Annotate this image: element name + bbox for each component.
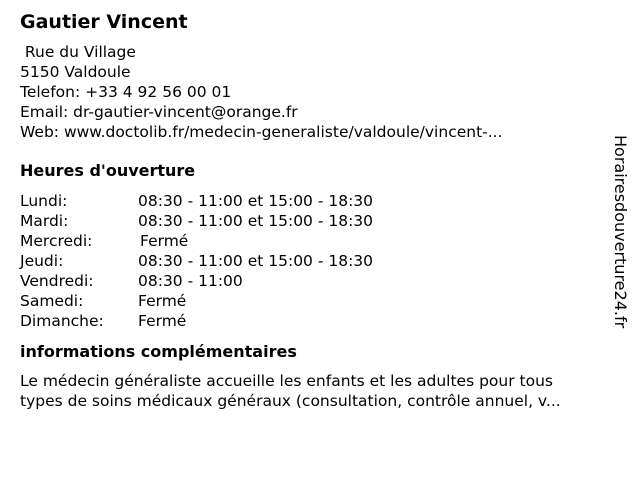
info-description: [20, 371, 632, 411]
time-value: 08:30 - 11:00 et 15:00 - 18:30: [138, 252, 374, 270]
day-label: Lundi:: [20, 192, 68, 210]
description-line: Le médecin généraliste accueille les enfants et les adultes pour tous: [20, 372, 553, 390]
website-text: Web: www.doctolib.fr/medecin-generaliste/valdoule/vincent-...: [20, 123, 503, 141]
time-value: Fermé: [140, 232, 189, 250]
time-value: 08:30 - 11:00 et 15:00 - 18:30: [138, 212, 374, 230]
doctor-name: Gautier Vincent: [20, 11, 188, 33]
address-city: 5150 Valdoule: [20, 63, 131, 81]
info-heading: informations complémentaires: [20, 342, 297, 361]
watermark-text: Horairesdouverture24.fr: [611, 135, 630, 329]
hours-row-mardi: [20, 211, 620, 231]
hours-row-dimanche: [20, 311, 620, 331]
day-label: Dimanche:: [20, 312, 104, 330]
doctor-card: [20, 10, 620, 411]
hours-row-lundi: [20, 191, 620, 211]
address-street: Rue du Village: [20, 43, 136, 61]
day-label: Mardi:: [20, 212, 69, 230]
hours-row-jeudi: [20, 251, 620, 271]
day-label: Vendredi:: [20, 272, 94, 290]
time-value: Fermé: [138, 292, 187, 310]
hours-row-samedi: [20, 291, 620, 311]
email-text: Email: dr-gautier-vincent@orange.fr: [20, 103, 298, 121]
hours-heading: Heures d'ouverture: [20, 161, 196, 180]
phone-text: Telefon: +33 4 92 56 00 01: [20, 83, 232, 101]
watermark: [611, 135, 633, 345]
hours-row-mercredi: [20, 231, 620, 251]
time-value: Fermé: [138, 312, 187, 330]
day-label: Samedi:: [20, 292, 84, 310]
time-value: 08:30 - 11:00 et 15:00 - 18:30: [138, 192, 374, 210]
day-label: Jeudi:: [20, 252, 64, 270]
description-line: types de soins médicaux généraux (consultation, contrôle annuel, v...: [20, 392, 561, 410]
day-label: Mercredi:: [20, 232, 93, 250]
hours-row-vendredi: [20, 271, 620, 291]
hours-table: [20, 191, 620, 331]
time-value: 08:30 - 11:00: [138, 272, 243, 290]
